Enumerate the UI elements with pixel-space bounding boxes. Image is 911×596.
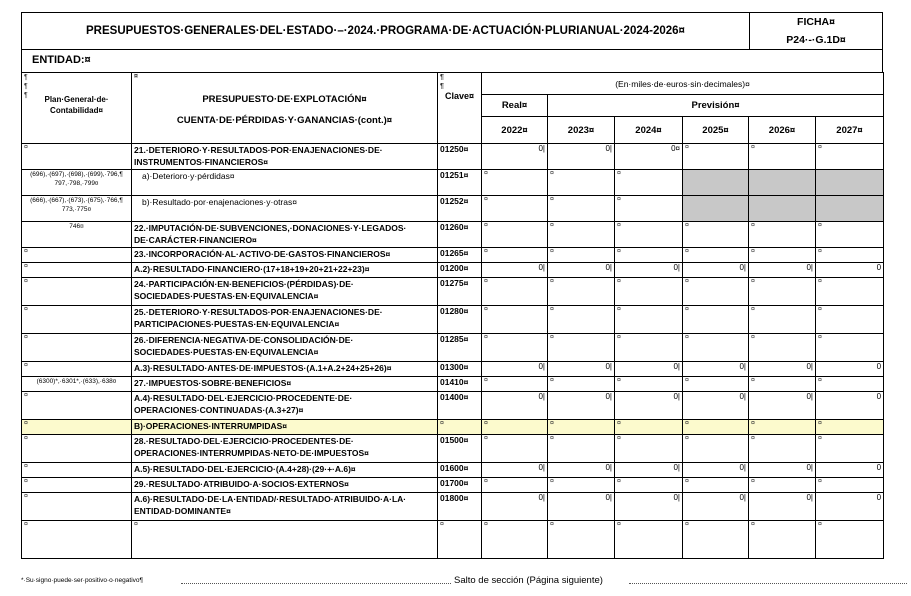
ficha-box — [750, 13, 882, 49]
table-row — [22, 334, 884, 362]
description-cell: a)·Deterioro·y·pérdidas¤ — [132, 170, 438, 196]
value-cell-2022[interactable]: 0| — [482, 362, 548, 377]
value-cell-2023[interactable]: 0| — [548, 493, 615, 521]
description-cell: B)·OPERACIONES·INTERRUMPIDAS¤ — [132, 420, 438, 435]
value-cell-2027[interactable]: ¤ — [816, 278, 884, 306]
clave-cell: 01400¤ — [438, 392, 482, 420]
value-cell-2026[interactable]: ¤ — [749, 306, 816, 334]
value-cell-2024[interactable]: 0| — [615, 362, 683, 377]
value-cell-2023[interactable]: 0| — [548, 362, 615, 377]
year-header-4: 2026¤ — [749, 117, 816, 144]
clave-cell: 01252¤ — [438, 196, 482, 222]
table-row — [22, 196, 884, 222]
description-cell: 26.·DIFERENCIA·NEGATIVA·DE·CONSOLIDACIÓN·DE· SOCIEDADES·PUESTAS·EN·EQUIVALENCIA¤ — [132, 334, 438, 362]
value-cell-2026[interactable] — [749, 196, 816, 222]
pgc-cell: ¤ — [22, 435, 132, 463]
value-cell-2026[interactable]: ¤ — [749, 377, 816, 392]
clave-cell: 01700¤ — [438, 478, 482, 493]
value-cell-2022[interactable]: 0| — [482, 493, 548, 521]
value-cell-2024[interactable]: ¤ — [615, 196, 683, 222]
pgc-cell: ¤ — [22, 144, 132, 170]
value-cell-2025[interactable]: ¤ — [683, 306, 749, 334]
pgc-cell: 746¤ — [22, 222, 132, 248]
value-cell-2022[interactable]: ¤ — [482, 377, 548, 392]
table-row — [22, 435, 884, 463]
pgc-cell: ¤ — [22, 278, 132, 306]
value-cell-2027[interactable]: ¤ — [816, 521, 884, 559]
clave-header: Clave¤ — [444, 91, 475, 101]
table-row — [22, 478, 884, 493]
form-title: PRESUPUESTOS·GENERALES·DEL·ESTADO·–·2024.·PROGRAMA·DE·ACTUACIÓN·PLURIANUAL·2024-2026¤ — [22, 13, 750, 49]
value-cell-2026[interactable]: ¤ — [749, 334, 816, 362]
para-mark: ¶ — [24, 92, 28, 99]
pgc-cell: ¤ — [22, 493, 132, 521]
pgc-cell: ¤ — [22, 306, 132, 334]
pgc-cell: ¤ — [22, 463, 132, 478]
value-cell-2027[interactable] — [816, 170, 884, 196]
year-header-3: 2025¤ — [683, 117, 749, 144]
value-cell-2025[interactable]: ¤ — [683, 222, 749, 248]
value-cell-2024[interactable]: ¤ — [615, 435, 683, 463]
value-cell-2025[interactable]: ¤ — [683, 420, 749, 435]
pgc-header: Plan·General·de· Contabilidad¤ — [44, 95, 109, 115]
value-cell-2023[interactable]: ¤ — [548, 478, 615, 493]
year-header-5: 2027¤ — [816, 117, 884, 144]
para-mark: ¶ — [24, 83, 28, 90]
table-row — [22, 248, 884, 263]
value-cell-2023[interactable]: ¤ — [548, 334, 615, 362]
pgc-cell: ¤ — [22, 420, 132, 435]
value-cell-2024[interactable]: ¤ — [615, 334, 683, 362]
value-cell-2026[interactable]: 0| — [749, 392, 816, 420]
table-row — [22, 493, 884, 521]
pgc-cell: ¤ — [22, 521, 132, 559]
value-cell-2026[interactable]: ¤ — [749, 435, 816, 463]
table-row — [22, 521, 884, 559]
value-cell-2024[interactable]: ¤ — [615, 306, 683, 334]
value-cell-2024[interactable]: 0| — [615, 463, 683, 478]
pgc-cell: ¤ — [22, 478, 132, 493]
description-cell: 21.·DETERIORO·Y·RESULTADOS·POR·ENAJENACIONES·DE· INSTRUMENTOS·FINANCIEROS¤ — [132, 144, 438, 170]
pgc-cell: (6300)*,·6301*,·(633),·638¤ — [22, 377, 132, 392]
value-cell-2026[interactable]: 0| — [749, 493, 816, 521]
table-row — [22, 144, 884, 170]
presupuesto-header: PRESUPUESTO·DE·EXPLOTACIÓN¤ — [202, 94, 367, 105]
value-cell-2025[interactable]: 0| — [683, 392, 749, 420]
value-cell-2025[interactable] — [683, 196, 749, 222]
clave-cell: 01250¤ — [438, 144, 482, 170]
value-cell-2023[interactable]: ¤ — [548, 170, 615, 196]
description-cell: ¤ — [132, 521, 438, 559]
pgc-cell: (666),·(667),·(673),·(675),·766,¶ 773,·775¤ — [22, 196, 132, 222]
value-cell-2023[interactable]: 0| — [548, 144, 615, 170]
value-cell-2022[interactable]: ¤ — [482, 170, 548, 196]
description-cell: A.3)·RESULTADO·ANTES·DE·IMPUESTOS·(A.1+A.2+24+25+26)¤ — [132, 362, 438, 377]
clave-cell: 01800¤ — [438, 493, 482, 521]
value-cell-2027[interactable]: ¤ — [816, 478, 884, 493]
value-cell-2022[interactable]: ¤ — [482, 334, 548, 362]
value-cell-2025[interactable]: 0| — [683, 493, 749, 521]
table-row — [22, 170, 884, 196]
pgc-cell: ¤ — [22, 263, 132, 278]
value-cell-2027[interactable]: ¤ — [816, 420, 884, 435]
value-cell-2024[interactable]: ¤ — [615, 222, 683, 248]
table-row — [22, 392, 884, 420]
pgc-header-cell — [22, 73, 132, 144]
value-cell-2025[interactable]: ¤ — [683, 144, 749, 170]
description-cell: A.5)·RESULTADO·DEL·EJERCICIO·(A.4+28)·(29·+·A.6)¤ — [132, 463, 438, 478]
form-header — [21, 12, 883, 50]
value-cell-2027[interactable]: ¤ — [816, 435, 884, 463]
value-cell-2022[interactable]: ¤ — [482, 306, 548, 334]
value-cell-2026[interactable]: ¤ — [749, 278, 816, 306]
table-row — [22, 306, 884, 334]
prevision-header: Previsión¤ — [548, 95, 884, 117]
value-cell-2024[interactable]: ¤ — [615, 377, 683, 392]
value-cell-2025[interactable]: ¤ — [683, 248, 749, 263]
value-cell-2022[interactable]: 0| — [482, 392, 548, 420]
value-cell-2025[interactable]: ¤ — [683, 377, 749, 392]
pgc-cell: ¤ — [22, 248, 132, 263]
ficha-label: FICHA¤ — [797, 16, 835, 28]
clave-cell: ¤ — [438, 521, 482, 559]
value-cell-2025[interactable]: ¤ — [683, 521, 749, 559]
value-cell-2026[interactable]: ¤ — [749, 521, 816, 559]
section-break-label: Salto de sección (Página siguiente) — [454, 575, 603, 586]
value-cell-2027[interactable]: 0 — [816, 493, 884, 521]
value-cell-2023[interactable]: 0| — [548, 392, 615, 420]
clave-cell: 01285¤ — [438, 334, 482, 362]
value-cell-2025[interactable]: ¤ — [683, 278, 749, 306]
description-cell: A.6)·RESULTADO·DE·LA·ENTIDAD/·RESULTADO·ATRIBUIDO·A·LA· ENTIDAD·DOMINANTE¤ — [132, 493, 438, 521]
table-row — [22, 463, 884, 478]
value-cell-2024[interactable]: ¤ — [615, 478, 683, 493]
pgc-cell: ¤ — [22, 334, 132, 362]
value-cell-2027[interactable] — [816, 196, 884, 222]
value-cell-2022[interactable]: ¤ — [482, 222, 548, 248]
value-cell-2022[interactable]: ¤ — [482, 420, 548, 435]
value-cell-2022[interactable]: ¤ — [482, 521, 548, 559]
year-header-0: 2022¤ — [482, 117, 548, 144]
clave-cell: 01200¤ — [438, 263, 482, 278]
value-cell-2022[interactable]: ¤ — [482, 278, 548, 306]
clave-cell: 01300¤ — [438, 362, 482, 377]
entidad-label: ENTIDAD:¤ — [21, 50, 883, 72]
value-cell-2025[interactable]: 0| — [683, 463, 749, 478]
value-cell-2027[interactable]: ¤ — [816, 222, 884, 248]
real-header: Real¤ — [482, 95, 548, 117]
value-cell-2027[interactable]: ¤ — [816, 377, 884, 392]
value-cell-2026[interactable]: ¤ — [749, 478, 816, 493]
table-row — [22, 263, 884, 278]
value-cell-2026[interactable]: 0| — [749, 362, 816, 377]
description-cell: 25.·DETERIORO·Y·RESULTADOS·POR·ENAJENACIONES·DE· PARTICIPACIONES·PUESTAS·EN·EQUIVALENCIA¤ — [132, 306, 438, 334]
value-cell-2023[interactable]: ¤ — [548, 435, 615, 463]
table-row — [22, 278, 884, 306]
value-cell-2025[interactable]: ¤ — [683, 334, 749, 362]
value-cell-2026[interactable]: ¤ — [749, 222, 816, 248]
value-cell-2024[interactable]: 0| — [615, 493, 683, 521]
value-cell-2026[interactable]: 0| — [749, 463, 816, 478]
description-cell: A.4)·RESULTADO·DEL·EJERCICIO·PROCEDENTE·DE· OPERACIONES·CONTINUADAS·(A.3+27)¤ — [132, 392, 438, 420]
value-cell-2025[interactable] — [683, 170, 749, 196]
value-cell-2026[interactable] — [749, 170, 816, 196]
description-cell: 23.·INCORPORACIÓN·AL·ACTIVO·DE·GASTOS·FINANCIEROS¤ — [132, 248, 438, 263]
value-cell-2026[interactable]: ¤ — [749, 248, 816, 263]
value-cell-2023[interactable]: ¤ — [548, 306, 615, 334]
value-cell-2024[interactable]: 0| — [615, 263, 683, 278]
value-cell-2022[interactable]: ¤ — [482, 196, 548, 222]
value-cell-2023[interactable]: ¤ — [548, 521, 615, 559]
ficha-code: P24·-·G.1D¤ — [786, 34, 846, 46]
value-cell-2026[interactable]: ¤ — [749, 420, 816, 435]
pgc-cell: ¤ — [22, 392, 132, 420]
value-cell-2024[interactable]: ¤ — [615, 248, 683, 263]
para-mark: ¶ — [440, 83, 444, 90]
value-cell-2022[interactable]: 0| — [482, 144, 548, 170]
value-cell-2022[interactable]: ¤ — [482, 248, 548, 263]
value-cell-2026[interactable]: 0| — [749, 263, 816, 278]
description-cell: A.2)·RESULTADO·FINANCIERO·(17+18+19+20+21+22+23)¤ — [132, 263, 438, 278]
value-cell-2024[interactable]: 0¤ — [615, 144, 683, 170]
value-cell-2027[interactable]: 0 — [816, 362, 884, 377]
cell-mark: ¤ — [134, 73, 138, 80]
value-cell-2024[interactable]: ¤ — [615, 521, 683, 559]
year-header-2: 2024¤ — [615, 117, 683, 144]
value-cell-2027[interactable]: 0 — [816, 263, 884, 278]
budget-table — [21, 72, 884, 559]
description-cell: 24.·PARTICIPACIÓN·EN·BENEFICIOS·(PÉRDIDAS)·DE· SOCIEDADES·PUESTAS·EN·EQUIVALENCIA¤ — [132, 278, 438, 306]
pgc-cell: ¤ — [22, 362, 132, 377]
clave-cell: 01260¤ — [438, 222, 482, 248]
value-cell-2025[interactable]: ¤ — [683, 435, 749, 463]
para-mark: ¶ — [24, 74, 28, 81]
value-cell-2023[interactable]: ¤ — [548, 420, 615, 435]
description-cell: b)·Resultado·por·enajenaciones·y·otras¤ — [132, 196, 438, 222]
table-row — [22, 362, 884, 377]
value-cell-2023[interactable]: ¤ — [548, 222, 615, 248]
value-cell-2027[interactable]: ¤ — [816, 248, 884, 263]
description-cell: 28.·RESULTADO·DEL·EJERCICIO·PROCEDENTES·DE· OPERACIONES·INTERRUMPIDAS·NETO·DE·IMPUESTOS¤ — [132, 435, 438, 463]
value-cell-2023[interactable]: 0| — [548, 463, 615, 478]
value-cell-2027[interactable]: 0 — [816, 463, 884, 478]
clave-cell: 01280¤ — [438, 306, 482, 334]
description-header-cell — [132, 73, 438, 144]
cuenta-header: CUENTA·DE·PÉRDIDAS·Y·GANANCIAS·(cont.)¤ — [176, 115, 393, 126]
value-cell-2026[interactable]: ¤ — [749, 144, 816, 170]
footnote: *·Su·signo·puede·ser·positivo·o·negativo¶ — [21, 577, 143, 584]
section-break-line-right — [629, 583, 907, 584]
value-cell-2027[interactable]: ¤ — [816, 306, 884, 334]
value-cell-2024[interactable]: ¤ — [615, 278, 683, 306]
table-row — [22, 420, 884, 435]
value-cell-2025[interactable]: ¤ — [683, 478, 749, 493]
value-cell-2023[interactable]: 0| — [548, 263, 615, 278]
clave-cell: 01251¤ — [438, 170, 482, 196]
value-cell-2024[interactable]: ¤ — [615, 420, 683, 435]
value-cell-2027[interactable]: 0 — [816, 392, 884, 420]
table-row — [22, 222, 884, 248]
value-cell-2022[interactable]: 0| — [482, 263, 548, 278]
description-cell: 29.·RESULTADO·ATRIBUIDO·A·SOCIOS·EXTERNOS¤ — [132, 478, 438, 493]
description-cell: 27.·IMPUESTOS·SOBRE·BENEFICIOS¤ — [132, 377, 438, 392]
year-header-1: 2023¤ — [548, 117, 615, 144]
value-cell-2023[interactable]: ¤ — [548, 196, 615, 222]
description-cell: 22.·IMPUTACIÓN·DE·SUBVENCIONES,·DONACIONES·Y·LEGADOS· DE·CARÁCTER·FINANCIERO¤ — [132, 222, 438, 248]
page-footer — [21, 575, 883, 589]
para-mark: ¶ — [440, 74, 444, 81]
clave-cell: 01275¤ — [438, 278, 482, 306]
value-cell-2022[interactable]: ¤ — [482, 435, 548, 463]
value-cell-2027[interactable]: ¤ — [816, 334, 884, 362]
value-cell-2022[interactable]: ¤ — [482, 478, 548, 493]
value-cell-2023[interactable]: ¤ — [548, 248, 615, 263]
value-cell-2024[interactable]: ¤ — [615, 170, 683, 196]
value-cell-2023[interactable]: ¤ — [548, 377, 615, 392]
table-row — [22, 377, 884, 392]
clave-cell: 01600¤ — [438, 463, 482, 478]
clave-cell: 01500¤ — [438, 435, 482, 463]
value-cell-2027[interactable]: ¤ — [816, 144, 884, 170]
value-cell-2023[interactable]: ¤ — [548, 278, 615, 306]
value-cell-2022[interactable]: 0| — [482, 463, 548, 478]
clave-header-cell — [438, 73, 482, 144]
value-cell-2024[interactable]: 0| — [615, 392, 683, 420]
units-header: (En·miles·de·euros·sin·decimales)¤ — [482, 73, 884, 95]
section-break-line-left — [181, 583, 451, 584]
clave-cell: ¤ — [438, 420, 482, 435]
pgc-cell: (696),·(697),·(698),·(699),·796,¶ 797,·798,·799¤ — [22, 170, 132, 196]
value-cell-2025[interactable]: 0| — [683, 263, 749, 278]
value-cell-2025[interactable]: 0| — [683, 362, 749, 377]
clave-cell: 01410¤ — [438, 377, 482, 392]
clave-cell: 01265¤ — [438, 248, 482, 263]
